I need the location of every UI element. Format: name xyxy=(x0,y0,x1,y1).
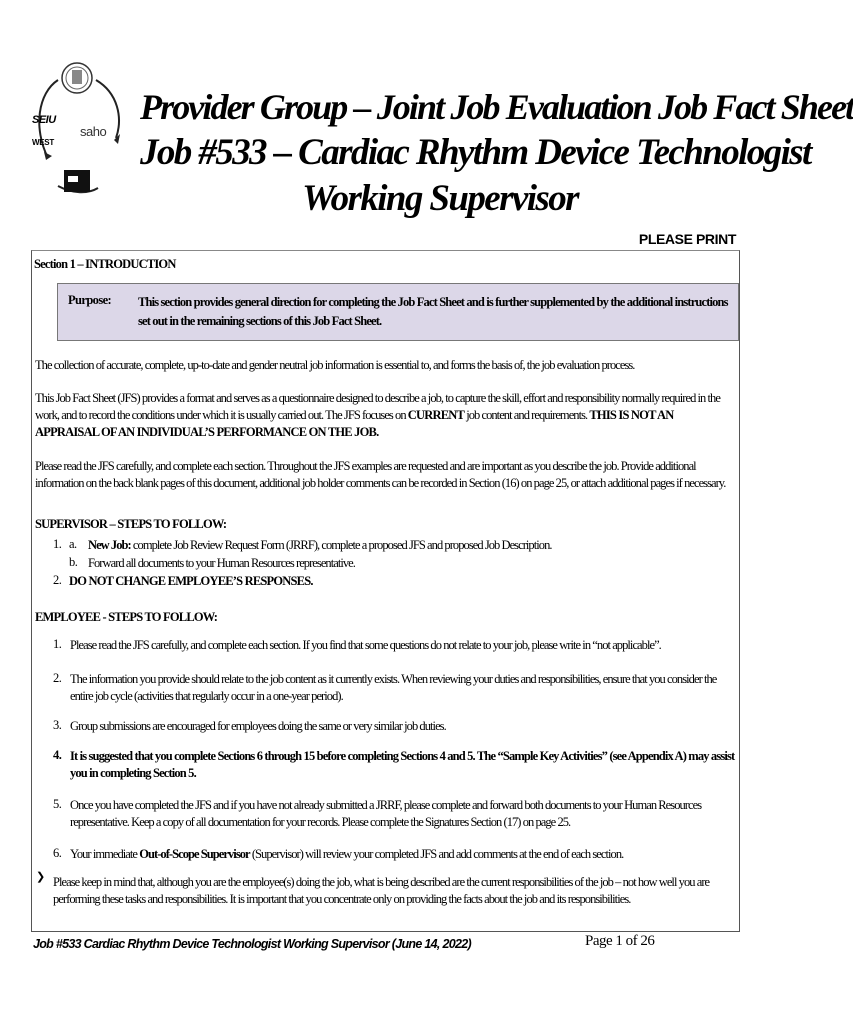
footer-doc-title: Job #533 Cardiac Rhythm Device Technologist Working Supervisor (June 14, 2022) xyxy=(33,937,471,951)
title-line-2: Job #533 – Cardiac Rhythm Device Technologist xyxy=(140,132,811,173)
employee-step-1: Please read the JFS carefully, and complete each section. If you find that some questions do not relate to your job, please write in “not applicable”. xyxy=(70,638,661,652)
step-6-supervisor: Out-of-Scope Supervisor xyxy=(139,847,250,861)
employee-step-3-num: 3. xyxy=(53,718,62,732)
purpose-label: Purpose: xyxy=(68,293,112,307)
purpose-box xyxy=(57,283,739,341)
seal-icon xyxy=(28,58,128,198)
employee-step-4: It is suggested that you complete Sections 6 through 15 before completing Sections 4 and 5. The “Sample Key Activities” (see Appendix A) may assist you in completing Section 5. xyxy=(70,749,735,780)
employee-step-2: The information you provide should relate to the job content as it currently exists. When reviewing your duties and responsibilities, ensure that you consider the entire job cycle (activities that regularly occur in a one-year period). xyxy=(70,672,717,703)
employee-step-5-num: 5. xyxy=(53,797,62,811)
footer-page-number: Page 1 of 26 xyxy=(585,933,655,949)
supervisor-step-a xyxy=(88,537,728,554)
employee-step-5: Once you have completed the JFS and if you have not already submitted a JRRF, please complete and forward both documents to your Human Resources representative. Keep a copy of all documentation for your records. Please complete the Signatures Section (17) on page 25. xyxy=(70,798,702,829)
step-6-text-c: (Supervisor) will review your completed JFS and add comments at the end of each section. xyxy=(249,847,624,861)
p2-text-c: job content and requirements. xyxy=(464,408,590,422)
p2-text-a: This Job Fact Sheet (JFS) provides a format and serves as a questionnaire designed to describe a job, to capture the skill, effort and responsibility normally required in the work, and to record the conditions under which it is usually carried out. The JFS focuses on xyxy=(35,391,720,422)
employee-note: Please keep in mind that, although you are the employee(s) doing the job, what is being described are the current responsibilities of the job – not how well you are performing these tasks and responsibilities. It is important that you concentrate only on providing the facts about the job and its responsibilities. xyxy=(53,875,710,906)
purpose-text: This section provides general direction for completing the Job Fact Sheet and is further supplemented by the additional instructions set out in the remaining sections of this Job Fact Sheet. xyxy=(138,295,728,328)
intro-paragraph-3: Please read the JFS carefully, and complete each section. Throughout the JFS examples are requested and are important as you describe the job. Provide additional information on the back blank pages of this document, additional job holder comments can be recorded in Section (16) on page 25, or attach additional pages if necessary. xyxy=(35,459,726,490)
supervisor-step-b: Forward all documents to your Human Resources representative. xyxy=(88,556,355,570)
new-job-text: complete Job Review Request Form (JRRF), complete a proposed JFS and proposed Job Description. xyxy=(130,538,552,552)
supervisor-step-b-letter: b. xyxy=(69,555,78,569)
supervisor-step-1-num: 1. xyxy=(53,537,62,551)
p2-current: CURRENT xyxy=(407,408,465,422)
employee-step-4-num: 4. xyxy=(53,748,62,762)
section-heading: Section 1 – INTRODUCTION xyxy=(34,257,176,271)
employee-heading: EMPLOYEE - STEPS TO FOLLOW: xyxy=(35,610,218,624)
supervisor-step-a-letter: a. xyxy=(69,537,77,551)
p2-not-appraisal: THIS IS NOT AN APPRAISAL OF AN INDIVIDUAL’S PERFORMANCE ON THE JOB. xyxy=(35,408,674,439)
supervisor-step-2-num: 2. xyxy=(53,573,62,587)
employee-step-2-num: 2. xyxy=(53,671,62,685)
employee-step-3: Group submissions are encouraged for employees doing the same or very similar job duties. xyxy=(70,719,446,733)
supervisor-step-2: DO NOT CHANGE EMPLOYEE’S RESPONSES. xyxy=(69,574,313,588)
supervisor-heading: SUPERVISOR – STEPS TO FOLLOW: xyxy=(35,517,227,531)
saho-logo-text: saho xyxy=(80,124,107,139)
title-line-1: Provider Group – Joint Job Evaluation Job Fact Sheet xyxy=(140,87,853,127)
seiu-logo-text: SEIU xyxy=(32,114,56,126)
arrow-bullet-icon: ❯ xyxy=(36,871,46,883)
west-logo-text: WEST xyxy=(32,138,54,147)
employee-step-6-num: 6. xyxy=(53,846,62,860)
title-line-3: Working Supervisor xyxy=(302,178,578,219)
employee-step-6 xyxy=(70,846,736,863)
intro-paragraph-1: The collection of accurate, complete, up-to-date and gender neutral job information is essential to, and forms the basis of, the job evaluation process. xyxy=(35,358,635,372)
new-job-label: New Job: xyxy=(88,538,131,552)
logo-cluster xyxy=(28,58,128,198)
step-6-text-a: Your immediate xyxy=(70,847,140,861)
page-title xyxy=(140,84,853,222)
employee-step-1-num: 1. xyxy=(53,637,62,651)
intro-paragraph-2 xyxy=(35,390,737,441)
please-print-label: PLEASE PRINT xyxy=(638,231,736,247)
